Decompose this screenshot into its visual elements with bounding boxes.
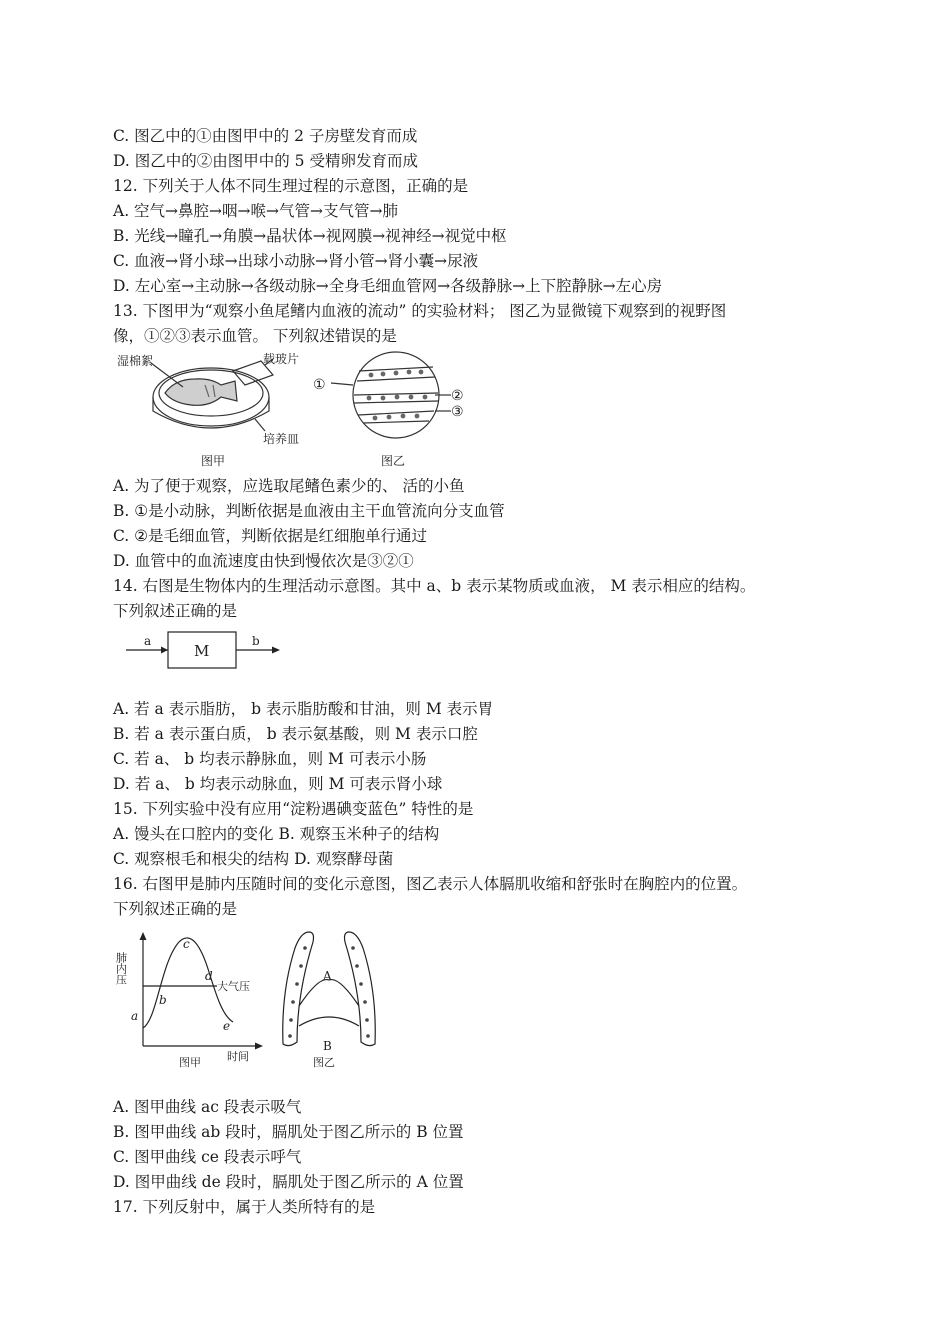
q16-option-a: A. 图甲曲线 ac 段表示吸气 <box>113 1098 302 1116</box>
output-label-b: b <box>252 634 260 648</box>
label-slide: 载玻片 <box>263 352 300 366</box>
q13-option-b: B. ①是小动脉，判断依据是血液由主干血管流向分支血管 <box>113 502 505 520</box>
q14-option-b: B. 若 a 表示蛋白质， b 表示氨基酸，则 M 表示口腔 <box>113 725 478 743</box>
vessel-2-label: ② <box>451 388 464 404</box>
question-13-stem-cont: 像，①②③表示血管。 下列叙述错误的是 <box>113 327 397 345</box>
text-line: D. 图乙中的②由图甲中的 5 受精卵发育而成 <box>113 152 418 170</box>
caption-fig-a: 图甲 <box>201 454 226 468</box>
caption-fig-b: 图乙 <box>313 1056 335 1069</box>
question-12-stem: 12. 下列关于人体不同生理过程的示意图，正确的是 <box>113 177 469 195</box>
diaphragm-position-b: B <box>323 1039 332 1053</box>
label-cotton: 湿棉絮 <box>117 354 154 368</box>
q13-option-c: C. ②是毛细血管，判断依据是红细胞单行通过 <box>113 527 428 545</box>
point-d-label: d <box>205 969 213 983</box>
figure-13 <box>113 345 493 473</box>
q14-option-c: C. 若 a、 b 均表示静脉血，则 M 可表示小肠 <box>113 750 427 768</box>
figure-14 <box>120 628 290 672</box>
q14-option-d: D. 若 a、 b 均表示动脉血，则 M 可表示肾小球 <box>113 775 443 793</box>
question-13-stem: 13. 下图甲为“观察小鱼尾鳍内血液的流动” 的实验材料； 图乙为显微镜下观察到的视野图 <box>113 302 727 320</box>
text-line: C. 图乙中的①由图甲中的 2 子房壁发育而成 <box>113 127 418 145</box>
point-b-label: b <box>159 993 167 1007</box>
q12-option-c: C. 血液→肾小球→出球小动脉→肾小管→肾小囊→尿液 <box>113 252 479 270</box>
question-17-stem: 17. 下列反射中，属于人类所特有的是 <box>113 1198 376 1216</box>
q13-option-d: D. 血管中的血流速度由快到慢依次是③②① <box>113 552 414 570</box>
y-axis-label: 肺内压 <box>114 952 128 985</box>
x-axis-label: 时间 <box>227 1050 249 1063</box>
q12-option-d: D. 左心室→主动脉→各级动脉→全身毛细血管网→各级静脉→上下腔静脉→左心房 <box>113 277 663 295</box>
question-16-stem-cont: 下列叙述正确的是 <box>113 900 238 918</box>
question-14-stem-cont: 下列叙述正确的是 <box>113 602 238 620</box>
q16-option-b: B. 图甲曲线 ab 段时，膈肌处于图乙所示的 B 位置 <box>113 1123 464 1141</box>
point-e-label: e <box>223 1019 231 1033</box>
figure-16 <box>113 922 403 1072</box>
q12-option-b: B. 光线→瞳孔→角膜→晶状体→视网膜→视神经→视觉中枢 <box>113 227 507 245</box>
point-a-label: a <box>131 1009 139 1023</box>
question-14-stem: 14. 右图是生物体内的生理活动示意图。其中 a、b 表示某物质或血液， M 表示相应的结构。 <box>113 577 756 595</box>
q16-option-c: C. 图甲曲线 ce 段表示呼气 <box>113 1148 302 1166</box>
q15-options-cd: C. 观察根毛和根尖的结构 D. 观察酵母菌 <box>113 850 394 868</box>
caption-fig-b: 图乙 <box>381 454 406 468</box>
q12-option-a: A. 空气→鼻腔→咽→喉→气管→支气管→肺 <box>113 202 398 220</box>
structure-label-m: M <box>194 642 210 660</box>
question-16-stem: 16. 右图甲是肺内压随时间的变化示意图，图乙表示人体膈肌收缩和舒张时在胸腔内的位置。 <box>113 875 748 893</box>
diaphragm-position-a: A <box>323 969 332 983</box>
atm-pressure-label: 大气压 <box>217 980 250 993</box>
q15-options-ab: A. 馒头在口腔内的变化 B. 观察玉米种子的结构 <box>113 825 440 843</box>
vessel-3-label: ③ <box>451 404 464 420</box>
label-dish: 培养皿 <box>263 432 300 446</box>
vessel-1-label: ① <box>313 377 326 393</box>
q13-option-a: A. 为了便于观察，应选取尾鳍色素少的、 活的小鱼 <box>113 477 465 495</box>
question-15-stem: 15. 下列实验中没有应用“淀粉遇碘变蓝色” 特性的是 <box>113 800 474 818</box>
q14-option-a: A. 若 a 表示脂肪， b 表示脂肪酸和甘油，则 M 表示胃 <box>113 700 494 718</box>
caption-fig-a: 图甲 <box>179 1056 201 1069</box>
point-c-label: c <box>183 937 190 951</box>
q16-option-d: D. 图甲曲线 de 段时，膈肌处于图乙所示的 A 位置 <box>113 1173 464 1191</box>
input-label-a: a <box>144 634 152 648</box>
